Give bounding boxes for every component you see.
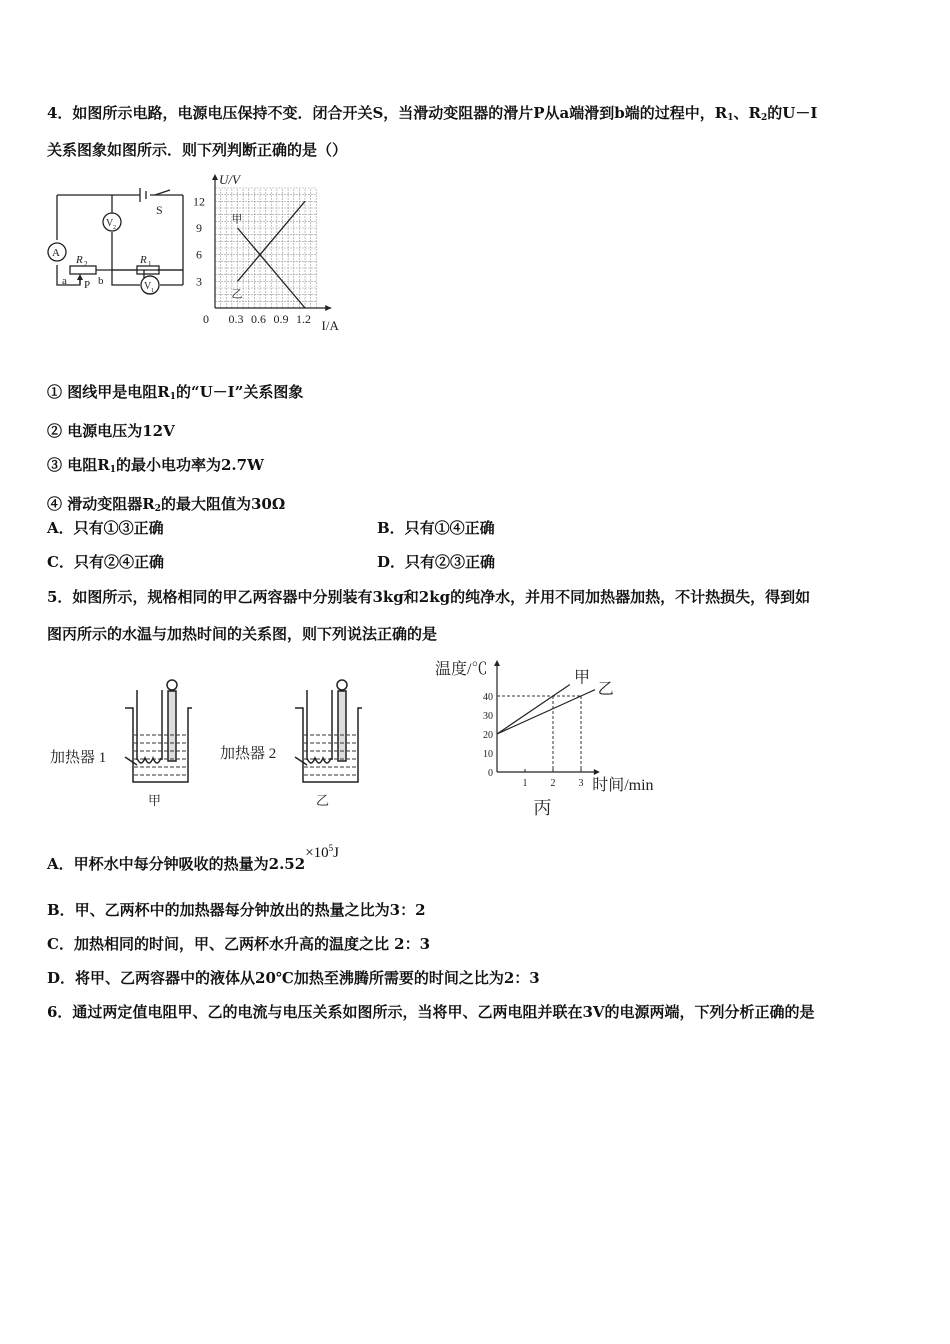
y-axis-label: U/V (219, 172, 240, 187)
q4-option-b[interactable]: B．只有①④正确 (377, 519, 495, 537)
chart-caption: 丙 (533, 798, 552, 818)
v1-sub: 1 (151, 288, 154, 294)
q4-option-d[interactable]: D．只有②③正确 (377, 553, 496, 571)
text: 的“U－I”关系图象 (175, 383, 304, 401)
series-line-jia (497, 685, 570, 734)
v2-sub: 2 (113, 225, 116, 231)
r1-sub: 1 (148, 260, 152, 268)
text: 的最小电功率为2.7W (115, 456, 264, 474)
x-tick-label: 0 (203, 312, 209, 326)
text: 的U－I (767, 104, 818, 122)
x-axis-arrow (594, 769, 600, 775)
text: ② 电源电压为12V (47, 422, 175, 440)
x-axis-label: I/A (321, 318, 339, 333)
v1-label: V (144, 281, 152, 292)
x-tick-label: 0.6 (251, 312, 266, 326)
q4-option-a[interactable]: A．只有①③正确 (47, 519, 164, 537)
end-b-label: b (98, 275, 104, 287)
r2-sub: 2 (84, 260, 88, 268)
circuit-diagram (40, 180, 200, 310)
q4-option-c[interactable]: C．只有②④正确 (47, 553, 164, 571)
q4-stem-line2: 关系图象如图所示．则下列判断正确的是（） (47, 141, 348, 159)
q4-stem-line1 (47, 103, 817, 128)
temperature-time-chart (425, 650, 685, 825)
y-axis-label: 温度/℃ (435, 661, 488, 678)
y-axis-arrow (494, 660, 500, 666)
x-tick-label: 1.2 (296, 312, 311, 326)
text: A．甲杯水中每分钟吸收的热量为2.52 (47, 855, 306, 873)
end-a-label: a (62, 275, 67, 287)
y-tick-label: 10 (483, 749, 493, 760)
v2-label: V (106, 218, 114, 229)
x-tick-label: 1 (522, 778, 528, 789)
text: ④ 滑动变阻器R (47, 495, 155, 513)
y-tick-label: 30 (483, 711, 493, 722)
text: ×10 (305, 845, 329, 861)
series-label-jia: 甲 (231, 213, 243, 226)
text: ① 图线甲是电阻R (47, 383, 170, 401)
x-axis-arrow (325, 305, 331, 311)
subscript: 2 (154, 504, 161, 514)
subscript: 1 (109, 465, 116, 475)
statement-item (47, 382, 303, 407)
statement-item (47, 455, 303, 480)
y-axis-arrow (212, 174, 218, 180)
switch-s-label: S (156, 203, 163, 217)
q5-option-a[interactable] (47, 843, 339, 875)
statement-item (47, 494, 303, 519)
text: ③ 电阻R (47, 456, 110, 474)
q5-stem-line1: 5．如图所示，规格相同的甲乙两容器中分别装有3kg和2kg的纯净水，并用不同加热器加热，不计热损失，得到如 (47, 588, 811, 606)
x-tick-label: 0.9 (273, 312, 289, 326)
ammeter-label: A (52, 247, 60, 259)
y-tick-label: 0 (488, 768, 493, 779)
subscript: 1 (169, 392, 176, 402)
y-tick-label: 6 (196, 247, 202, 262)
exponent: 5 (328, 843, 334, 853)
series-label-yi: 乙 (597, 681, 614, 699)
subscript: 1 (727, 113, 734, 123)
heater1-label: 加热器 1 (50, 750, 107, 766)
heater2-label: 加热器 2 (220, 746, 277, 762)
y-tick-label: 20 (483, 730, 493, 741)
series-label-jia: 甲 (574, 669, 591, 687)
beaker-yi-label: 乙 (316, 793, 330, 808)
x-axis-label: 时间/min (592, 777, 654, 794)
statement-item (47, 421, 303, 441)
y-tick-label: 12 (193, 194, 205, 209)
r1-label: R (140, 254, 147, 266)
unit (305, 845, 339, 861)
q6-stem-line1: 6．通过两定值电阻甲、乙的电流与电压关系如图所示，当将甲、乙两电阻并联在3V的电源两端，下列分析正确的是 (47, 1003, 815, 1021)
y-tick-label: 40 (483, 692, 493, 703)
q5-option-d[interactable]: D．将甲、乙两容器中的液体从20℃加热至沸腾所需要的时间之比为2：3 (47, 969, 540, 987)
text: 4．如图所示电路，电源电压保持不变．闭合开关S，当滑动变阻器的滑片P从a端滑到b端的过程中，R (47, 104, 728, 122)
r2-label: R (76, 254, 83, 266)
x-tick-label: 2 (550, 778, 556, 789)
text: J (333, 845, 339, 861)
beakers-diagram (45, 665, 385, 815)
series-label-yi: 乙 (231, 288, 243, 301)
series-line-yi (497, 690, 595, 734)
x-tick-label: 0.3 (228, 312, 244, 326)
slider-p-label: P (84, 279, 91, 291)
y-tick-label: 9 (196, 221, 202, 235)
ui-chart (195, 168, 370, 333)
subscript: 2 (760, 113, 768, 123)
q4-statements (47, 382, 303, 533)
text: 、R (733, 104, 761, 122)
beaker-jia-label: 甲 (148, 793, 162, 808)
q5-option-c[interactable]: C．加热相同的时间，甲、乙两杯水升高的温度之比 2：3 (47, 935, 431, 953)
q5-stem-line2: 图丙所示的水温与加热时间的关系图，则下列说法正确的是 (47, 625, 438, 643)
x-tick-label: 3 (578, 778, 584, 789)
q5-option-b[interactable]: B．甲、乙两杯中的加热器每分钟放出的热量之比为3：2 (47, 901, 426, 919)
y-tick-label: 3 (196, 274, 202, 289)
text: 的最大阻值为30Ω (160, 495, 286, 513)
